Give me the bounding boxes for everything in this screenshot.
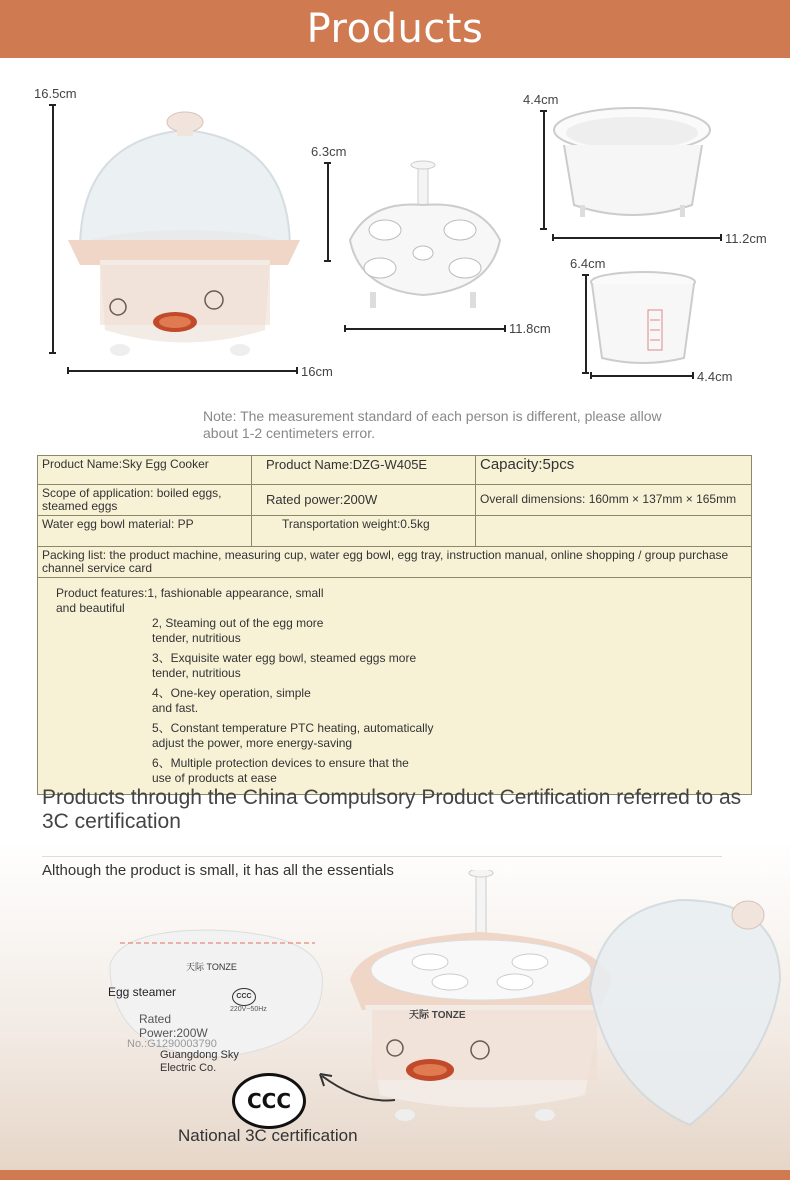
tray-height-label: 6.3cm — [311, 144, 347, 159]
small-ccc-mark: CCC — [232, 988, 256, 1006]
spec-material: Water egg bowl material: PP — [38, 516, 252, 547]
table-row — [38, 516, 752, 547]
page-title: Products — [306, 6, 484, 52]
cap — [540, 228, 547, 230]
cap — [296, 367, 298, 374]
ccc-certification-mark: CCC — [232, 1073, 306, 1129]
table-row — [38, 547, 752, 578]
cup-height-line — [585, 274, 587, 374]
footer-bar — [0, 1170, 790, 1180]
cap — [582, 372, 589, 374]
label-voltage: 220V~50Hz — [230, 1006, 267, 1013]
cap — [324, 260, 331, 262]
cup-width-line — [590, 375, 694, 377]
cooker-width-line — [67, 370, 297, 372]
cooker-brand-label: 天际 TONZE — [409, 1010, 466, 1021]
label-power: Power:200W — [139, 1026, 208, 1040]
measurement-note: Note: The measurement standard of each person is different, please allow about 1-2 centimeters error. — [203, 408, 662, 441]
label-product: Egg steamer — [108, 985, 177, 999]
bowl-height-line — [543, 110, 545, 230]
spec-product-name: Product Name:Sky Egg Cooker — [38, 456, 252, 485]
cap — [344, 325, 346, 332]
certification-heading: Products through the China Compulsory Product Certification referred to as 3C certification — [42, 786, 742, 833]
cooker-width-label: 16cm — [301, 364, 333, 379]
certification-subheading: Although the product is small, it has all the essentials — [42, 862, 394, 879]
feature-item: 6、Multiple protection devices to ensure that the use of products at ease — [152, 756, 409, 785]
spec-model: Product Name:DZG-W405E — [252, 456, 476, 485]
spec-empty-cell — [476, 516, 752, 547]
spec-weight: Transportation weight:0.5kg — [252, 516, 476, 547]
label-rated: Rated — [139, 1012, 172, 1026]
cap — [720, 234, 722, 241]
cap — [67, 367, 69, 374]
cup-height-label: 6.4cm — [570, 256, 606, 271]
cooker-height-line — [52, 104, 54, 354]
bowl-width-line — [552, 237, 722, 239]
spec-capacity: Capacity:5pcs — [476, 456, 752, 485]
feature-item: 5、Constant temperature PTC heating, automatically adjust the power, more energy-saving — [152, 721, 434, 750]
cap — [504, 325, 506, 332]
feature-item: 2, Steaming out of the egg more tender, nutritious — [152, 616, 324, 645]
spec-packing: Packing list: the product machine, measuring cup, water egg bowl, egg tray, instruction manual, online shopping / group purchase channel service card — [38, 547, 752, 578]
feature-item: 3、Exquisite water egg bowl, steamed eggs more tender, nutritious — [152, 651, 417, 680]
spec-power: Rated power:200W — [252, 485, 476, 516]
cooker-height-label: 16.5cm — [34, 86, 77, 101]
cap — [590, 372, 592, 379]
cup-width-label: 4.4cm — [697, 369, 733, 384]
label-number: No.:G1290003790 — [127, 1038, 217, 1050]
spec-dimensions: Overall dimensions: 160mm × 137mm × 165mm — [476, 485, 752, 516]
cap — [552, 234, 554, 241]
tray-height-line — [327, 162, 329, 262]
divider — [42, 856, 722, 857]
cap — [49, 352, 56, 354]
feature-item: 4、One-key operation, simple and fast. — [152, 686, 311, 715]
measuring-cup-image — [588, 270, 698, 370]
tray-width-label: 11.8cm — [509, 321, 551, 336]
egg-tray-image — [340, 160, 510, 315]
bowl-width-label: 11.2cm — [725, 231, 767, 246]
header-banner — [0, 0, 790, 58]
spec-table — [37, 455, 752, 795]
spec-features — [38, 578, 752, 795]
cap — [582, 274, 589, 276]
cooker-open-image — [350, 870, 790, 1135]
table-row — [38, 485, 752, 516]
tray-width-line — [344, 328, 506, 330]
cap — [49, 104, 56, 106]
spec-scope: Scope of application: boiled eggs, steamed eggs — [38, 485, 252, 516]
egg-cooker-image — [60, 100, 310, 365]
table-row — [38, 578, 752, 795]
feature-item: Product features:1, fashionable appearance, small and beautiful — [56, 586, 324, 615]
cap — [692, 372, 694, 379]
bowl-height-label: 4.4cm — [523, 92, 559, 107]
label-maker: Guangdong Sky Electric Co. — [160, 1049, 239, 1074]
cap — [324, 162, 331, 164]
table-row — [38, 456, 752, 485]
cap — [540, 110, 547, 112]
egg-bowl-image — [550, 105, 715, 230]
label-brand: 天际 TONZE — [186, 962, 237, 972]
certification-caption: National 3C certification — [178, 1126, 358, 1145]
